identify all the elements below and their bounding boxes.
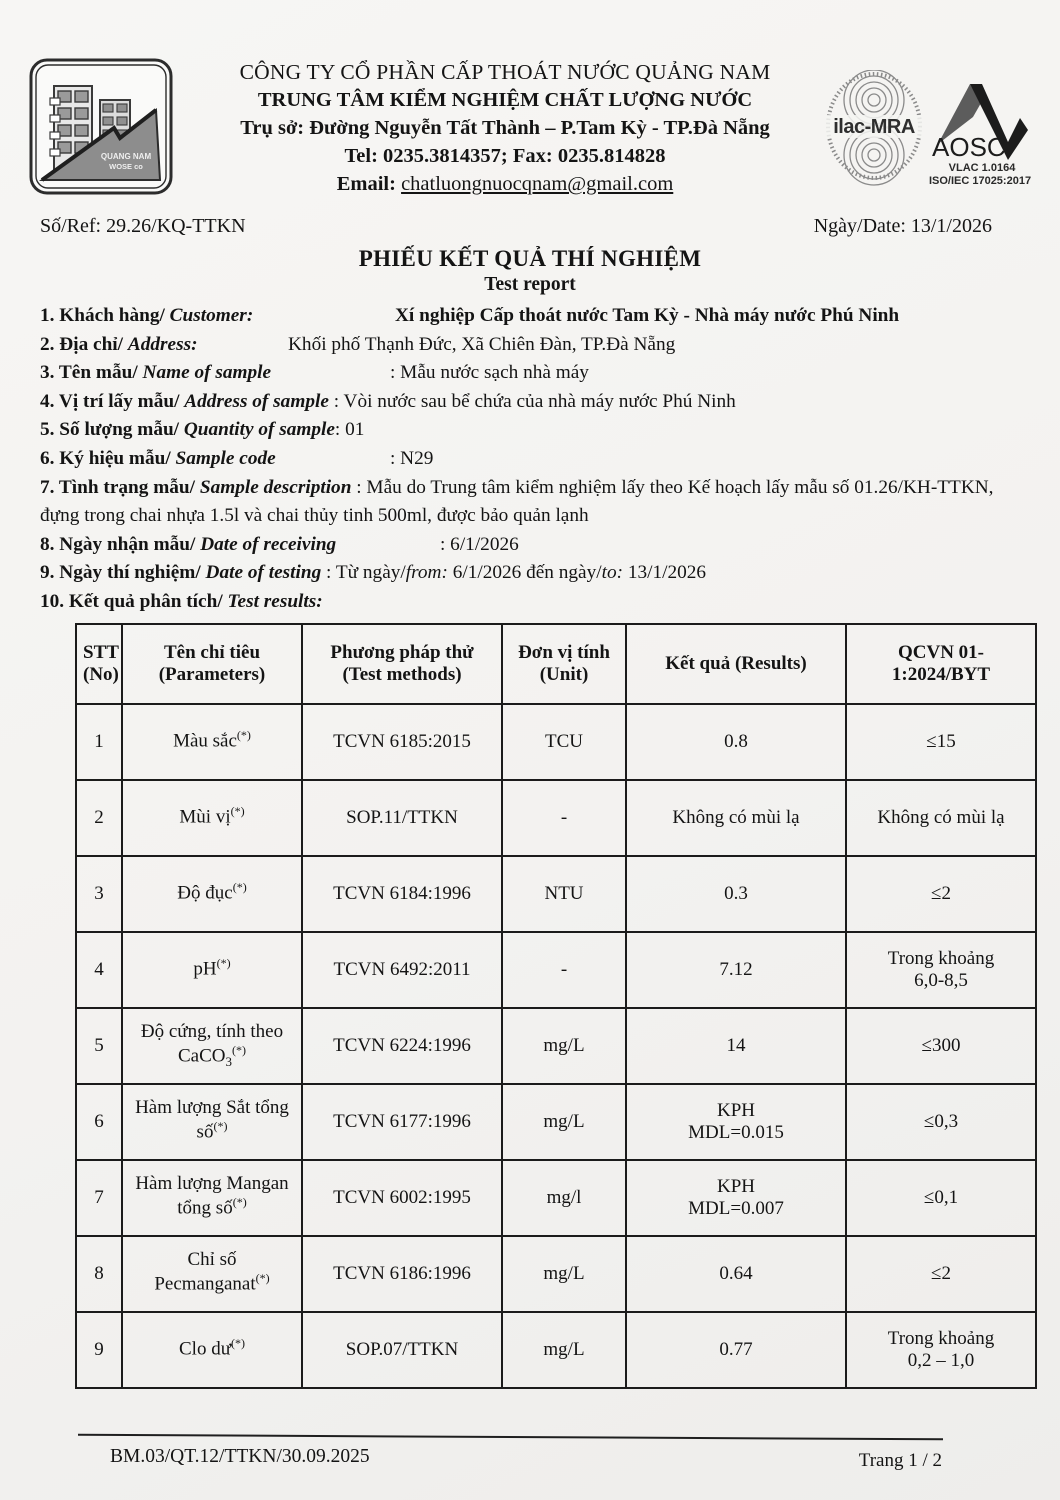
cell-unit: mg/L <box>502 1084 626 1160</box>
parameter-name: Mùi vị <box>179 806 231 828</box>
parameter-name: Hàm lượng Mangan tổng số <box>135 1172 289 1219</box>
info-date-receiving <box>40 531 998 560</box>
cell-method: SOP.11/TTKN <box>302 780 502 856</box>
cell-qcvn-limit: Trong khoảng 6,0-8,5 <box>846 932 1036 1008</box>
company-name: CÔNG TY CỔ PHẦN CẤP THOÁT NƯỚC QUẢNG NAM <box>239 60 771 84</box>
cell-qcvn-limit: Trong khoảng 0,2 – 1,0 <box>846 1312 1036 1388</box>
cell-qcvn-limit: ≤0,1 <box>846 1160 1036 1236</box>
cell-method: TCVN 6186:1996 <box>302 1236 502 1312</box>
cell-qcvn-limit: ≤2 <box>846 856 1036 932</box>
results-table <box>75 623 1037 1389</box>
parameter-name: Hàm lượng Sắt tổng số <box>135 1096 289 1143</box>
cell-qcvn-limit: Không có mùi lạ <box>846 780 1036 856</box>
center-name: TRUNG TÂM KIỂM NGHIỆM CHẤT LƯỢNG NƯỚC <box>257 89 753 112</box>
cell-method: TCVN 6224:1996 <box>302 1008 502 1084</box>
cell-result: 7.12 <box>626 932 846 1008</box>
info-sample-quantity <box>40 416 998 445</box>
table-row <box>76 1312 1036 1388</box>
sample-info-list <box>0 296 1060 617</box>
cell-no: 6 <box>76 1084 122 1160</box>
info-label-vi: 10. Kết quả phân tích/ <box>40 590 223 612</box>
cell-qcvn-limit: ≤15 <box>846 704 1036 780</box>
cell-unit: - <box>502 780 626 856</box>
info-test-results-heading <box>40 588 998 617</box>
cell-no: 4 <box>76 932 122 1008</box>
email-address: chatluongnuocqnam@gmail.com <box>401 172 674 195</box>
cell-parameter <box>122 932 302 1008</box>
info-label-en: Sample code <box>175 447 276 469</box>
cell-no: 3 <box>76 856 122 932</box>
col-header-no: STT (No) <box>76 624 122 704</box>
reference-line <box>0 203 1060 238</box>
info-value: : Vòi nước sau bể chứa của nhà máy nước Phú Ninh <box>328 390 736 412</box>
footer-page-number: Trang 1 / 2 <box>858 1450 942 1471</box>
info-customer <box>40 302 998 331</box>
parameter-footnote-marker: (*) <box>232 1042 246 1057</box>
iso-standard: ISO/IEC 17025:2017 <box>928 175 1032 187</box>
info-label-vi: 4. Vị trí lấy mẫu/ <box>40 390 180 412</box>
info-label-en: Name of sample <box>142 362 272 384</box>
info-value: Khối phố Thạnh Đức, Xã Chiên Đàn, TP.Đà Nẵng <box>288 333 676 355</box>
cell-unit: - <box>502 932 626 1008</box>
cell-result: KPH MDL=0.015 <box>626 1084 846 1160</box>
cell-method: TCVN 6185:2015 <box>302 704 502 780</box>
info-label-vi: 1. Khách hàng/ <box>40 305 165 326</box>
info-label-vi: 9. Ngày thí nghiệm/ <box>40 562 201 584</box>
parameter-footnote-marker: (*) <box>216 955 231 970</box>
info-sample-name <box>40 359 998 388</box>
parameter-name: Độ đục <box>177 882 233 904</box>
parameter-name: pH <box>193 958 217 980</box>
info-label-en: Customer: <box>169 305 254 326</box>
info-label-en: Test results: <box>227 590 323 612</box>
cell-result: 0.8 <box>626 704 846 780</box>
info-label-vi: 8. Ngày nhận mẫu/ <box>40 533 196 555</box>
info-value: : Mẫu nước sạch nhà máy <box>390 362 589 384</box>
cell-result: 0.77 <box>626 1312 846 1388</box>
cell-unit: mg/L <box>502 1008 626 1084</box>
cell-result: 0.3 <box>626 856 846 932</box>
document-subtitle: Test report <box>484 274 576 295</box>
table-row <box>76 856 1036 932</box>
document-header <box>0 0 1060 203</box>
cell-method: TCVN 6184:1996 <box>302 856 502 932</box>
table-row <box>76 932 1036 1008</box>
info-label-vi: 2. Địa chỉ/ <box>40 333 124 355</box>
header-address: Trụ sở: Đường Nguyễn Tất Thành – P.Tam Kỳ - TP.Đà Nẵng <box>240 117 770 140</box>
cell-result: 14 <box>626 1008 846 1084</box>
cell-parameter <box>122 704 302 780</box>
info-label-en: Address of sample <box>184 390 329 412</box>
header-text-block <box>186 56 824 199</box>
cell-qcvn-limit: ≤300 <box>846 1008 1036 1084</box>
parameter-name: Chỉ số Pecmanganat <box>154 1248 256 1295</box>
info-label-vi: 6. Ký hiệu mẫu/ <box>40 447 171 469</box>
cell-parameter <box>122 780 302 856</box>
col-header-parameters: Tên chỉ tiêu (Parameters) <box>122 624 302 704</box>
parameter-footnote-marker: (*) <box>231 1335 245 1350</box>
cell-no: 2 <box>76 780 122 856</box>
table-row <box>76 1008 1036 1084</box>
cell-method: TCVN 6177:1996 <box>302 1084 502 1160</box>
info-sample-address <box>40 388 998 417</box>
ilac-mra-icon <box>824 70 924 188</box>
cell-no: 1 <box>76 704 122 780</box>
company-logo-icon <box>26 56 176 198</box>
parameter-footnote-marker: (*) <box>236 727 251 742</box>
cell-no: 7 <box>76 1160 122 1236</box>
from-date: 6/1/2026 đến ngày/ <box>447 562 602 584</box>
from-label: from: <box>405 562 448 584</box>
info-sample-code <box>40 445 998 474</box>
footer-document-code: BM.03/QT.12/TTKN/30.09.2025 <box>110 1446 370 1467</box>
info-label-en: Address: <box>127 333 198 355</box>
cell-unit: TCU <box>502 704 626 780</box>
cell-qcvn-limit: ≤2 <box>846 1236 1036 1312</box>
table-row <box>76 704 1036 780</box>
cell-qcvn-limit: ≤0,3 <box>846 1084 1036 1160</box>
parameter-footnote-marker: (*) <box>230 803 245 818</box>
info-label-en: Date of testing <box>205 562 322 584</box>
vlac-number: VLAC 1.0164 <box>948 162 1016 174</box>
cell-result: 0.64 <box>626 1236 846 1312</box>
ref-date: Ngày/Date: 13/1/2026 <box>813 215 992 237</box>
table-row <box>76 1160 1036 1236</box>
info-label-vi: 5. Số lượng mẫu/ <box>40 419 180 441</box>
cell-result: KPH MDL=0.007 <box>626 1160 846 1236</box>
cell-parameter <box>122 856 302 932</box>
info-value: : N29 <box>390 447 434 469</box>
cell-unit: NTU <box>502 856 626 932</box>
logo-text-line1: QUANG NAM <box>100 152 152 161</box>
parameter-footnote-marker: (*) <box>232 1194 247 1209</box>
cell-parameter <box>122 1084 302 1160</box>
cell-parameter <box>122 1008 302 1084</box>
company-logo <box>26 56 186 203</box>
table-header-row <box>76 624 1036 704</box>
logo-text-line2: WOSE co <box>109 162 143 171</box>
aosc-icon <box>924 70 1036 188</box>
col-header-unit: Đơn vị tính (Unit) <box>502 624 626 704</box>
col-header-results: Kết quả (Results) <box>626 624 846 704</box>
ref-number: Số/Ref: 29.26/KQ-TTKN <box>40 215 246 237</box>
info-value: : Mẫu do Trung tâm kiểm nghiệm lấy theo Kế hoạch lấy mẫu số 01.26/KH-TTKN, đựng trong chai nhựa 1.5l và chai thủy tinh 500ml, được bảo quản lạnh <box>40 476 994 527</box>
cell-parameter <box>122 1160 302 1236</box>
col-header-methods: Phương pháp thử (Test methods) <box>302 624 502 704</box>
parameter-footnote-marker: (*) <box>213 1118 228 1133</box>
table-row <box>76 1084 1036 1160</box>
header-tel-fax: Tel: 0235.3814357; Fax: 0235.814828 <box>344 144 666 167</box>
cell-method: TCVN 6492:2011 <box>302 932 502 1008</box>
email-label: Email: <box>336 172 396 195</box>
info-value: : 6/1/2026 <box>440 533 519 555</box>
info-label-vi: 3. Tên mẫu/ <box>40 362 138 384</box>
cell-no: 9 <box>76 1312 122 1388</box>
parameter-footnote-marker: (*) <box>255 1270 270 1285</box>
parameter-footnote-marker: (*) <box>232 879 247 894</box>
info-label-en: Quantity of sample <box>183 419 335 441</box>
aosc-label: AOSC <box>932 132 1006 162</box>
document-title: PHIẾU KẾT QUẢ THÍ NGHIỆM <box>358 246 702 271</box>
parameter-subscript: 3 <box>225 1054 232 1070</box>
info-label-en: Sample description <box>199 476 352 498</box>
cell-parameter <box>122 1312 302 1388</box>
cell-unit: mg/L <box>502 1312 626 1388</box>
cell-method: TCVN 6002:1995 <box>302 1160 502 1236</box>
info-sample-description <box>40 474 998 531</box>
info-label-vi: 7. Tình trạng mẫu/ <box>40 476 196 498</box>
ilac-mra-label: ilac-MRA <box>833 116 915 138</box>
info-value <box>321 562 706 583</box>
cell-no: 5 <box>76 1008 122 1084</box>
col-header-qcvn: QCVN 01- 1:2024/BYT <box>846 624 1036 704</box>
table-row <box>76 1236 1036 1312</box>
testing-range-prefix: : Từ ngày/ <box>321 562 406 584</box>
parameter-name: Clo dư <box>179 1338 231 1360</box>
table-row <box>76 780 1036 856</box>
to-date: 13/1/2026 <box>623 562 707 584</box>
info-date-testing <box>40 559 998 588</box>
info-value: : 01 <box>334 419 365 441</box>
header-email-line <box>186 171 824 199</box>
parameter-name: Độ cứng, tính theo CaCO <box>140 1020 284 1067</box>
footer-divider <box>78 1434 943 1441</box>
cell-result: Không có mùi lạ <box>626 780 846 856</box>
cell-parameter <box>122 1236 302 1312</box>
cell-method: SOP.07/TTKN <box>302 1312 502 1388</box>
parameter-name: Màu sắc <box>173 730 237 752</box>
info-label-en: Date of receiving <box>200 533 337 555</box>
cell-no: 8 <box>76 1236 122 1312</box>
certification-logos <box>824 56 1036 188</box>
cell-unit: mg/l <box>502 1160 626 1236</box>
cell-unit: mg/L <box>502 1236 626 1312</box>
info-address <box>40 331 998 360</box>
info-value: Xí nghiệp Cấp thoát nước Tam Kỳ - Nhà máy nước Phú Ninh <box>395 305 900 326</box>
to-label: to: <box>601 562 624 584</box>
